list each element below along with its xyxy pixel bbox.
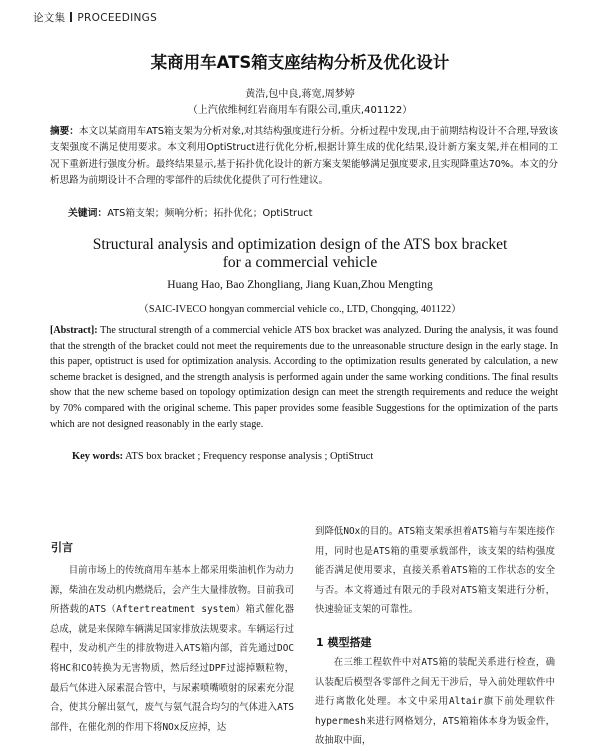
- title-en-line-2: for a commercial vehicle: [222, 254, 378, 271]
- keywords-text-cn: ATS箱支架；频响分析；拓扑优化；OptiStruct: [107, 208, 313, 219]
- keywords-en: [72, 451, 373, 462]
- abstract-label-en: [Abstract]:: [50, 325, 98, 336]
- abstract-en: [50, 323, 558, 432]
- affiliation-cn: （上汽依维柯红岩商用车有限公司,重庆,401122）: [187, 105, 413, 116]
- running-header: [33, 10, 157, 25]
- paper-title-en: [0, 236, 600, 272]
- abstract-text-cn: 本文以某商用车ATS箱支架为分析对象,对其结构强度进行分析。分析过程中发现,由于前期结构设计不合理,导致该支架强度不满足使用要求。本文利用OptiStruct进行优化分析,根据计算生成的优化结果,设计新方案支架,并在相同的工况下重新进行强度分析。最终结果显示,基于拓扑优化设计的新方案支架能够满足强度要求,且实现降重达70%。本文的分析思路为前期设计不合理的零部件的后续优化提供了可行性建议。: [50, 126, 559, 187]
- authors-en: Huang Hao, Bao Zhongliang, Jiang Kuan,Zhou Mengting: [167, 279, 433, 291]
- paper-title-cn: 某商用车ATS箱支座结构分析及优化设计: [150, 53, 450, 72]
- body-column-left: [50, 561, 294, 737]
- title-en-line-1: Structural analysis and optimization design of the ATS box bracket: [92, 236, 508, 253]
- section-heading-intro: 引言: [51, 541, 73, 554]
- affiliation-en: （SAIC-IVECO hongyan commercial vehicle co., LTD, Chongqing, 401122）: [138, 304, 462, 315]
- keywords-label-en: Key words:: [72, 451, 124, 462]
- journal-name-en: PROCEEDINGS: [77, 12, 158, 24]
- model-paragraph: 在三维工程软件中对ATS箱的装配关系进行检查，确认装配后模型各零部件之间无干涉后，导入前处理软件中进行离散化处理。本文中采用Altair旗下前处理软件hypermesh来进行网格划分，ATS箱箱体本身为钣金件，故抽取中面，: [315, 657, 555, 747]
- intro-paragraph-continued: 到降低NOx的目的。ATS箱支架承担着ATS箱与车架连接作用，同时也是ATS箱的重要承载部件，该支架的结构强度能否满足使用要求，直接关系着ATS箱的工作状态的安全与否。本文将通过有限元的手段对ATS箱支架进行分析，快速验证支架的可靠性。: [315, 526, 555, 616]
- body-column-right: [315, 522, 555, 620]
- keywords-label-cn: 关键词：: [68, 208, 108, 219]
- abstract-text-en: The structural strength of a commercial vehicle ATS box bracket was analyzed. During the analysis, it was found that the strength of the bracket could not meet the requirements due to the unreasonable structure design in the early stage. In this paper, optistruct is used for optimization analysis. According to the optimization results generated by calculation, a new scheme bracket is designed, and the strength analysis is performed again under the same working conditions. The final results show that the new scheme based on topology optimization design can meet the strength requirements and reduce the weight by 70% compared with the original scheme. This paper provides some feasible Suggestions for the optimization of the parts which are not designed reasonably in the early stage.: [50, 325, 558, 430]
- keywords-text-en: ATS box bracket ; Frequency response analysis ; OptiStruct: [123, 451, 374, 462]
- body-column-right-lower: [315, 653, 555, 751]
- keywords-cn: [68, 205, 313, 219]
- intro-paragraph: 目前市场上的传统商用车基本上都采用柴油机作为动力源，柴油在发动机内燃烧后，会产生大量排放物。目前我司所搭载的ATS（Aftertreatment system）箱式催化器总成，就是来保障车辆满足国家排放法规要求。车辆运行过程中，发动机产生的排放物进入ATS箱内部，首先通过DOC将HC和CO转换为无害物质，然后经过DPF过滤掉颗粒物，最后气体进入尿素混合管中，与尿素喷嘴喷射的尿素充分混合，使其分解出氨气，废气与氨气混合均匀的气体进入ATS部件，在催化剂的作用下将NOx反应掉，达: [50, 565, 294, 733]
- section-heading-model: 1 模型搭建: [316, 636, 372, 649]
- abstract-cn: [50, 124, 558, 190]
- abstract-label-cn: 摘要：: [50, 126, 79, 137]
- journal-name-cn: 论文集: [33, 12, 66, 24]
- header-divider: [70, 12, 72, 22]
- authors-cn: 黄浩,包中良,蒋宽,周梦婷: [245, 89, 355, 100]
